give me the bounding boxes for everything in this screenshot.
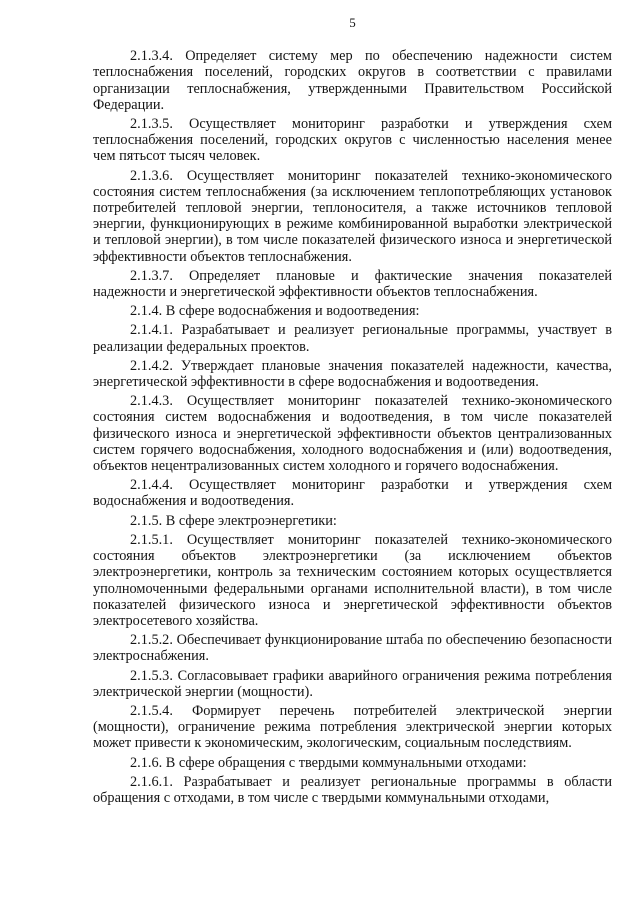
paragraph: 2.1.6. В сфере обращения с твердыми коммунальными отходами: bbox=[130, 754, 527, 771]
paragraph: 2.1.6.1. Разрабатывает и реализует региональные программы в области обращения с отходами, в том числе с твердыми коммунальными отходами, bbox=[93, 773, 612, 806]
paragraph: 2.1.3.6. Осуществляет мониторинг показателей технико-экономического состояния систем теплоснабжения (за исключением теплопотребляющих установок потребителей тепловой энергии, теплоносителя, а также источников тепловой энергии, функционирующих в режиме комбинированной выработки электрической и тепловой энергии), в том числе показателей физического износа и энергетической эффективности объектов теплоснабжения. bbox=[93, 167, 612, 265]
document-page bbox=[93, 15, 612, 809]
paragraph: 2.1.3.5. Осуществляет мониторинг разработки и утверждения схем теплоснабжения поселений, городских округов с численностью населения менее чем пятьсот тысяч человек. bbox=[93, 116, 612, 165]
paragraph: 2.1.4. В сфере водоснабжения и водоотведения: bbox=[130, 303, 420, 320]
paragraph: 2.1.5.4. Формирует перечень потребителей электрической энергии (мощности), ограничение режима потребления электрической энергии которых может привести к экономическим, экологическим, социальным последствиям. bbox=[93, 702, 612, 752]
paragraph: 2.1.5. В сфере электроэнергетики: bbox=[130, 512, 337, 529]
page-number: 5 bbox=[349, 15, 356, 30]
paragraph: 2.1.5.3. Согласовывает графики аварийного ограничения режима потребления электрической энергии (мощности). bbox=[93, 667, 612, 700]
paragraph: 2.1.5.2. Обеспечивает функционирование штаба по обеспечению безопасности электроснабжения. bbox=[93, 632, 612, 665]
paragraph: 2.1.3.7. Определяет плановые и фактические значения показателей надежности и энергетической эффективности объектов теплоснабжения. bbox=[93, 267, 612, 301]
paragraph: 2.1.5.1. Осуществляет мониторинг показателей технико-экономического состояния объектов электроэнергетики (за исключением объектов электроэнергетики, контроль за техническим состоянием которых осуществляется уполномоченными федеральными органами исполнительной власти), в том числе показателей физического износа и энергетической эффективности объектов электросетевого хозяйства. bbox=[93, 531, 612, 629]
paragraph: 2.1.4.3. Осуществляет мониторинг показателей технико-экономического состояния систем водоснабжения и водоотведения, в том числе показателей физического износа и энергетической эффективности объектов централизованных систем горячего водоснабжения, холодного водоснабжения и (или) водоотведения, объектов нецентрализованных систем холодного и горячего водоснабжения. bbox=[93, 393, 612, 475]
paragraph: 2.1.4.4. Осуществляет мониторинг разработки и утверждения схем водоснабжения и водоотведения. bbox=[93, 477, 612, 510]
paragraph: 2.1.4.2. Утверждает плановые значения показателей надежности, качества, энергетической эффективности в сфере водоснабжения и водоотведения. bbox=[93, 357, 612, 391]
paragraph: 2.1.3.4. Определяет систему мер по обеспечению надежности систем теплоснабжения поселений, городских округов в соответствии с правилами организации теплоснабжения, утвержденными Правительством Российской Федерации. bbox=[93, 48, 612, 113]
paragraph: 2.1.4.1. Разрабатывает и реализует региональные программы, участвует в реализации федеральных проектов. bbox=[93, 322, 612, 355]
